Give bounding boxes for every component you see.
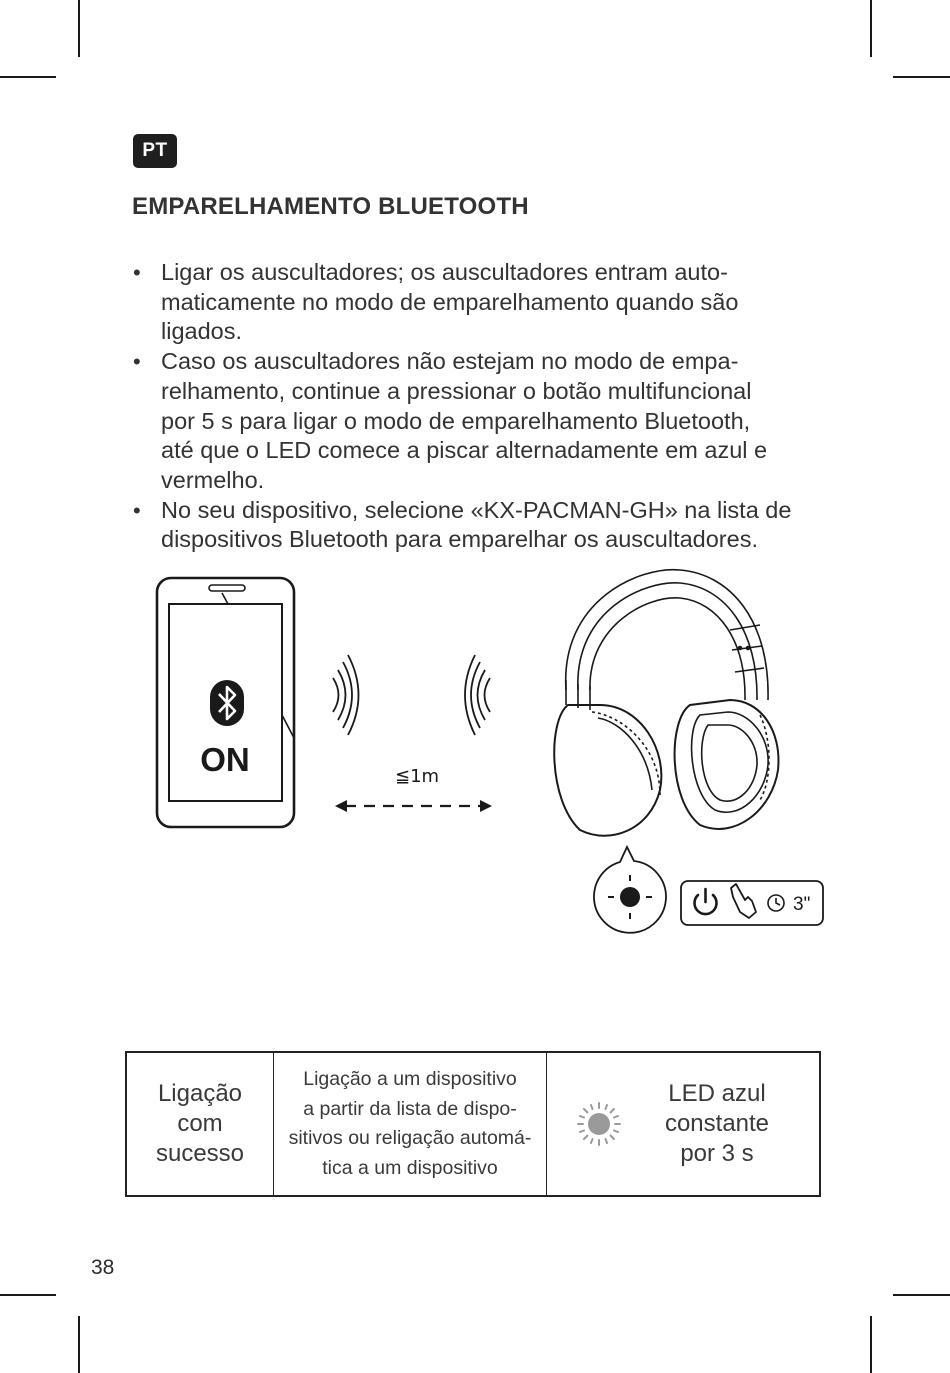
bullet-icon: •	[133, 349, 141, 375]
instruction-item	[130, 496, 830, 555]
instruction-text: Ligar os auscultadores; os auscultadores entram auto- maticamente no modo de emparelhamento quando são ligados.	[161, 259, 739, 345]
led-indication-cell	[547, 1052, 821, 1196]
language-badge: PT	[133, 134, 177, 168]
pairing-illustration	[0, 560, 950, 960]
crop-mark	[893, 1294, 950, 1296]
crop-mark	[893, 76, 950, 78]
crop-mark	[78, 1316, 80, 1373]
table-row	[126, 1052, 820, 1196]
connection-status-cell: Ligação com sucesso	[126, 1052, 274, 1196]
press-duration-label: 3"	[793, 894, 811, 915]
section-title: EMPARELHAMENTO BLUETOOTH	[132, 193, 529, 220]
finger-press-icon	[731, 884, 756, 918]
crop-mark	[870, 1316, 872, 1373]
led-glow-icon	[574, 1099, 624, 1149]
crop-mark	[78, 0, 80, 57]
event-description-cell: Ligação a um dispositivo a partir da lista de dispo- sitivos ou religação automá- tica a um dispositivo	[274, 1052, 547, 1196]
led-indicator-icon	[594, 847, 666, 933]
phone-status-label: ON	[200, 741, 250, 778]
signal-waves	[333, 655, 490, 735]
bullet-icon: •	[133, 497, 141, 523]
instruction-text: No seu dispositivo, selecione «KX-PACMAN-GH» na lista de dispositivos Bluetooth para emparelhar os auscultadores.	[161, 496, 792, 553]
bluetooth-icon	[210, 680, 244, 726]
page-number: 38	[91, 1256, 115, 1279]
led-indication-text: LED azul constante por 3 s	[664, 1080, 770, 1167]
crop-mark	[0, 76, 56, 78]
instruction-text: Caso os auscultadores não estejam no modo de empa- relhamento, continue a pressionar o botão multifuncional por 5 s para ligar o modo de emparelhamento Bluetooth, até que o LED comece a piscar alternadamente em azul e vermelho.	[161, 348, 768, 493]
headphones-illustration	[554, 570, 778, 836]
instruction-item	[130, 258, 830, 347]
crop-mark	[0, 1294, 56, 1296]
power-icon	[695, 889, 717, 914]
power-press-indicator	[681, 881, 823, 925]
instruction-item	[130, 347, 830, 496]
led-status-table	[125, 1051, 821, 1197]
bullet-icon: •	[133, 260, 141, 285]
distance-label: ≦1m	[395, 766, 440, 787]
instruction-list	[130, 258, 830, 555]
crop-mark	[870, 0, 872, 57]
distance-arrow	[335, 800, 492, 812]
clock-icon	[768, 895, 784, 911]
